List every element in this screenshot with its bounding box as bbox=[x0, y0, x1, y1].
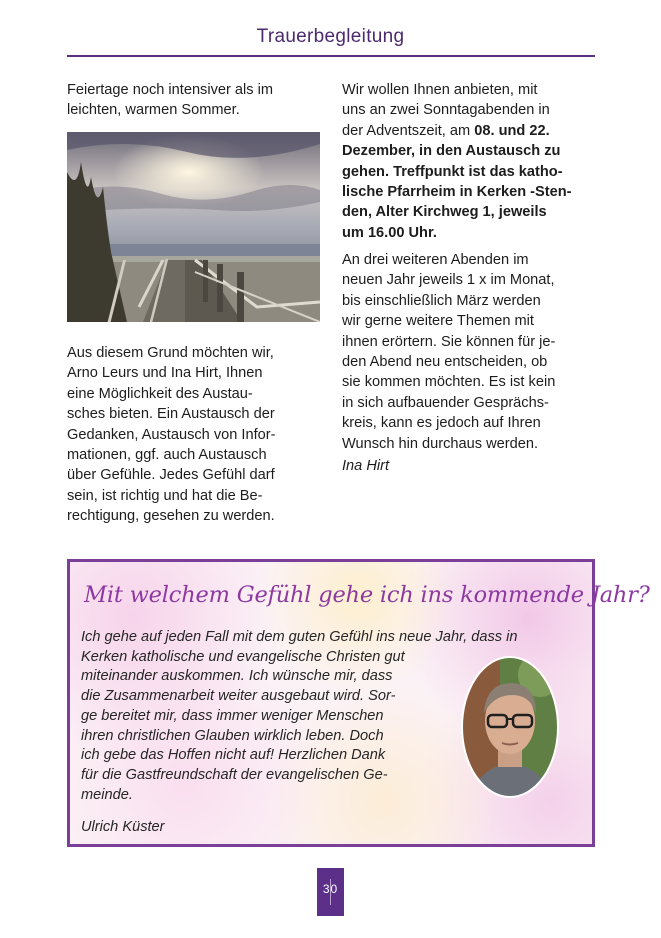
quote-signature: Ulrich Küster bbox=[81, 819, 165, 835]
left-body-line: rechtigung, gesehen zu werden. bbox=[67, 508, 275, 525]
quote-line: Kerken katholische und evangelische Christen gut bbox=[81, 648, 405, 665]
left-body-line: mationen, ggf. auch Austausch bbox=[67, 447, 267, 464]
right-bold-line: lische Pfarrheim in Kerken -Sten- bbox=[342, 184, 572, 201]
right-para2-line: Wunsch hin durchaus werden. bbox=[342, 435, 539, 452]
author-signature: Ina Hirt bbox=[342, 458, 390, 474]
quote-box bbox=[67, 559, 650, 847]
right-bold-line: den, Alter Kirchweg 1, jeweils bbox=[342, 204, 547, 221]
right-para2-line: neuen Jahr jeweils 1 x im Monat, bbox=[342, 272, 555, 289]
right-para2-line: wir gerne weitere Themen mit bbox=[342, 313, 534, 330]
right-para2-line: bis einschließlich März werden bbox=[342, 292, 541, 309]
page-header-title: Trauerbegleitung bbox=[256, 26, 405, 47]
quote-line: die Zusammenarbeit weiter ausgebaut wird. Sor- bbox=[81, 688, 396, 705]
portrait-photo bbox=[460, 655, 560, 799]
left-body-line: Arno Leurs und Ina Hirt, Ihnen bbox=[67, 365, 263, 382]
left-intro-line: Feiertage noch intensiver als im bbox=[67, 82, 274, 98]
right-para1-line: uns an zwei Sonntagabenden in bbox=[342, 102, 550, 119]
header-divider bbox=[67, 55, 595, 57]
right-para2-line: An drei weiteren Abenden im bbox=[342, 252, 529, 268]
left-body-line: sein, ist richtig und hat die Be- bbox=[67, 487, 263, 504]
right-bold-line: gehen. Treffpunkt ist das katho- bbox=[342, 163, 563, 180]
right-para1-line bbox=[342, 121, 596, 141]
quote-line: meinde. bbox=[81, 786, 133, 803]
left-body-line: eine Möglichkeit des Austau- bbox=[67, 385, 253, 402]
quote-line: ge bereitet mir, dass immer weniger Menschen bbox=[81, 707, 384, 724]
quote-box-text bbox=[81, 628, 517, 805]
boardwalk-beach-photo bbox=[67, 132, 320, 322]
right-bold-line: Dezember, in den Austausch zu bbox=[342, 143, 561, 160]
quote-line: für die Gastfreundschaft der evangelischen Ge- bbox=[81, 766, 388, 783]
left-body-line: über Gefühle. Jedes Gefühl darf bbox=[67, 467, 275, 484]
left-column-body bbox=[67, 343, 320, 527]
left-body-line: Aus diesem Grund möchten wir, bbox=[67, 345, 274, 361]
right-column-continuation bbox=[342, 250, 596, 454]
left-body-line: Gedanken, Austausch von Infor- bbox=[67, 426, 276, 443]
quote-box-title: Mit welchem Gefühl gehe ich ins kommende Jahr? bbox=[84, 582, 650, 608]
quote-line: Ich gehe auf jeden Fall mit dem guten Gefühl ins neue Jahr, dass in bbox=[81, 629, 518, 645]
quote-line: ich gebe das Hoffen nicht auf! Herzlichen Dank bbox=[81, 747, 386, 764]
page-number: 30 bbox=[322, 882, 339, 896]
left-intro-line: leichten, warmen Sommer. bbox=[67, 102, 240, 119]
right-para2-line: in sich aufbauender Gesprächs- bbox=[342, 394, 549, 411]
left-body-line: sches bieten. Ein Austausch der bbox=[67, 406, 275, 423]
right-para2-line: ihnen erörtern. Sie können für je- bbox=[342, 333, 556, 350]
right-para1-text: der Adventszeit, am bbox=[342, 122, 471, 139]
right-para2-line: sie kommen möchten. Es ist kein bbox=[342, 374, 556, 391]
quote-line: miteinander auskommen. Ich wünsche mir, dass bbox=[81, 668, 393, 685]
event-dates-inline: 08. und 22. bbox=[474, 122, 550, 139]
left-column-intro bbox=[67, 80, 320, 121]
right-para1-line: Wir wollen Ihnen anbieten, mit bbox=[342, 82, 538, 98]
right-bold-line: um 16.00 Uhr. bbox=[342, 224, 437, 241]
right-column-announcement bbox=[342, 80, 596, 243]
right-para2-line: den Abend neu entscheiden, ob bbox=[342, 354, 548, 371]
quote-line: ihren christlichen Glauben wirklich leben. Doch bbox=[81, 727, 384, 744]
right-para2-line: kreis, kann es jedoch auf Ihren bbox=[342, 415, 541, 432]
